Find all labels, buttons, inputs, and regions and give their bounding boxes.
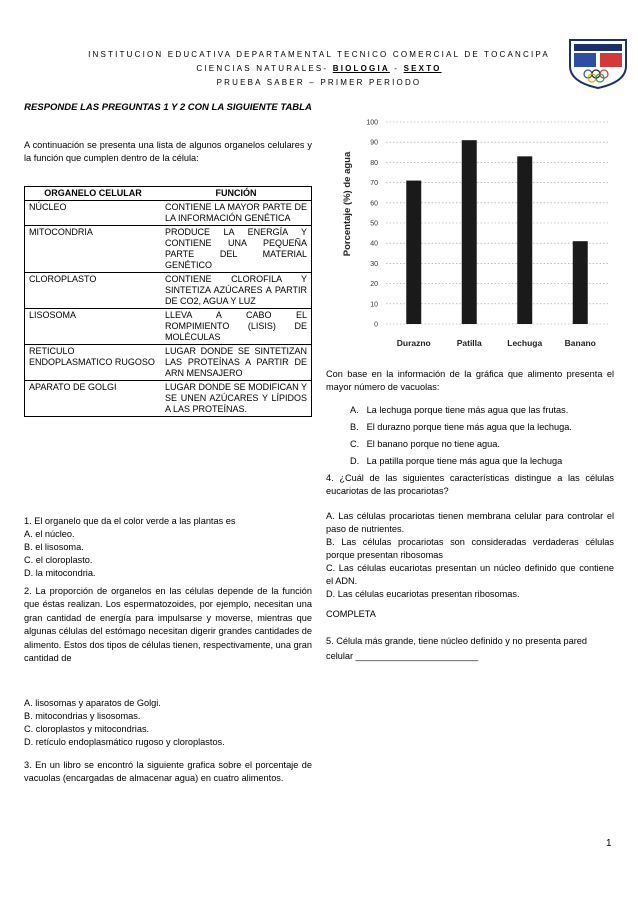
option-text: La patilla porque tiene más agua que la lechuga [366,456,563,466]
intro-paragraph: A continuación se presenta una lista de algunos organelos celulares y la función que cumplen dentro de la célula: [24,140,312,163]
chart-x-tick-label: Durazno [396,338,431,348]
organelle-function: LLEVA A CABO EL ROMPIMIENTO (LISIS) DE MOLÉCULAS [161,309,312,345]
question-3-option [350,404,614,417]
organelle-function: CONTIENE LA MAYOR PARTE DE LA INFORMACIÓN GENÉTICA [161,201,312,226]
chart-x-tick-label: Patilla [456,338,482,348]
question-5-text: 5. Célula más grande, tiene núcleo definido y no presenta pared celular ________________________ [326,636,587,661]
table-header-organelo: ORGANELO CELULAR [25,187,162,201]
organelle-name: APARATO DE GOLGI [29,382,117,392]
chart-y-tick-label: 60 [370,200,378,208]
question-3-option [350,438,614,451]
chart-bar-durazno [406,181,421,324]
question-1-text: 1. El organelo que da el color verde a las plantas es [24,516,236,526]
subject-separator: - [389,64,404,73]
table-row [25,273,312,309]
question-3-text: 3. En un libro se encontró la siguiente grafica sobre el porcentaje de vacuolas (encargadas de almacenar agua) en cuatro alimentos. [24,760,312,783]
organelle-name: MITOCONDRIA [25,226,162,273]
table-row [25,309,312,345]
grade-name: SEXTO [403,64,442,73]
question-1-option: A. el núcleo. [24,529,75,539]
organelle-name: NÚCLEO [25,201,162,226]
question-2-option: D. retículo endoplasmático rugoso y cloroplastos. [24,737,225,747]
exam-title: PRUEBA SABER – PRIMER PERIODO [216,78,422,87]
chart-y-tick-label: 40 [370,240,378,248]
option-text: El durazno porque tiene más agua que la lechuga. [366,422,572,432]
chart-y-tick-label: 80 [370,159,378,167]
organelle-name: RETICULO ENDOPLASMATICO RUGOSO [25,345,162,381]
chart-bar-lechuga [517,156,532,324]
table-header-funcion: FUNCIÓN [161,187,312,201]
chart-y-tick-label: 0 [374,321,378,329]
chart-x-tick-label: Banano [564,338,596,348]
question-3-followup: Con base en la información de la gráfica que alimento presenta el mayor número de vacuolas: [326,369,614,392]
table-row [25,345,312,381]
water-percentage-chart [336,112,616,356]
question-3-options [326,404,614,472]
question-2-option: A. lisosomas y aparatos de Golgi. [24,698,161,708]
question-4-option: C. Las células eucariotas presentan un núcleo definido que contiene el ADN. [326,563,614,586]
chart-bar-patilla [462,140,477,324]
option-letter: D. [350,456,360,466]
option-text: La lechuga porque tiene más agua que las frutas. [366,405,569,415]
organelle-name: LISOSOMA [25,309,162,345]
question-2-option: B. mitocondrias y lisosomas. [24,711,141,721]
question-2-options [24,697,312,749]
chart-y-tick-label: 30 [370,260,378,268]
question-3-option [350,421,614,434]
chart-y-tick-label: 20 [370,281,378,289]
school-name: INSTITUCION EDUCATIVA DEPARTAMENTAL TECNICO COMERCIAL DE TOCANCIPA [88,50,550,59]
organelle-table [24,186,312,417]
question-4-text: 4. ¿Cuál de las siguientes características distingue a las células eucariotas de las procariotas? [326,473,614,496]
chart-y-tick-label: 70 [370,180,378,188]
organelle-function: PRODUCE LA ENERGÍA Y CONTIENE UNA PEQUEÑA PARTE DEL MATERIAL GENÉTICO [161,226,312,273]
option-letter: A. [350,405,359,415]
subject-line [0,64,638,73]
table-row [25,381,312,417]
question-1-option: B. el lisosoma. [24,542,84,552]
question-4-options [326,510,614,601]
chart-y-tick-label: 100 [366,119,378,127]
instruction: RESPONDE LAS PREGUNTAS 1 Y 2 CON LA SIGUIENTE TABLA [24,102,312,113]
page-number: 1 [606,838,612,849]
question-1-option: C. el cloroplasto. [24,555,93,565]
organelle-function: LUGAR DONDE SE MODIFICAN Y SE UNEN AZÚCARES Y LÍPIDOS A LAS PROTEÍNAS. [165,382,307,414]
chart-bar-banano [573,241,588,324]
question-4-option: A. Las células procariotas tienen membrana celular para controlar el paso de nutrientes. [326,511,614,534]
question-2-option: C. cloroplastos y mitocondrias. [24,724,150,734]
chart-y-tick-label: 90 [370,139,378,147]
organelle-function: LUGAR DONDE SE SINTETIZAN LAS PROTEÍNAS A PARTIR DE ARN MENSAJERO [161,345,312,381]
question-2-text: 2. La proporción de organelos en las células depende de la función que éstas realizan. Los espermatozoides, por ejemplo, necesitan una gran cantidad de energía para impulsarse y moverse, mientras que algunas células del estómago necesitan digerir grandes cantidades de alimento. Estos dos tipos de células tienen, respectivamente, una gran cantidad de [24,586,312,664]
question-3-option [350,455,614,468]
subject-prefix: CIENCIAS NATURALES- [196,64,333,73]
organelle-name: CLOROPLASTO [25,273,162,309]
question-1 [24,515,312,580]
chart-y-tick-label: 50 [370,220,378,228]
table-row [25,226,312,273]
option-letter: C. [350,439,360,449]
option-letter: B. [350,422,359,432]
chart-x-tick-label: Lechuga [507,338,543,348]
table-row [25,201,312,226]
chart-y-tick-label: 10 [370,301,378,309]
chart-y-axis-label: Porcentaje (%) de agua [342,151,353,257]
school-logo [566,36,630,90]
question-4-option: D. Las células eucariotas presentan ribosomas. [326,589,520,599]
option-text: El banano porque no tiene agua. [366,439,500,449]
organelle-function: CONTIENE CLOROFILA Y SINTETIZA AZÚCARES A PARTIR DE CO2, AGUA Y LUZ [161,273,312,309]
question-4-option: B. Las células procariotas son consideradas verdaderas células porque presentan ribosomas [326,537,614,560]
completa-heading: COMPLETA [326,609,376,619]
question-1-option: D. la mitocondria. [24,568,96,578]
subject-name: BIOLOGIA [332,64,390,73]
